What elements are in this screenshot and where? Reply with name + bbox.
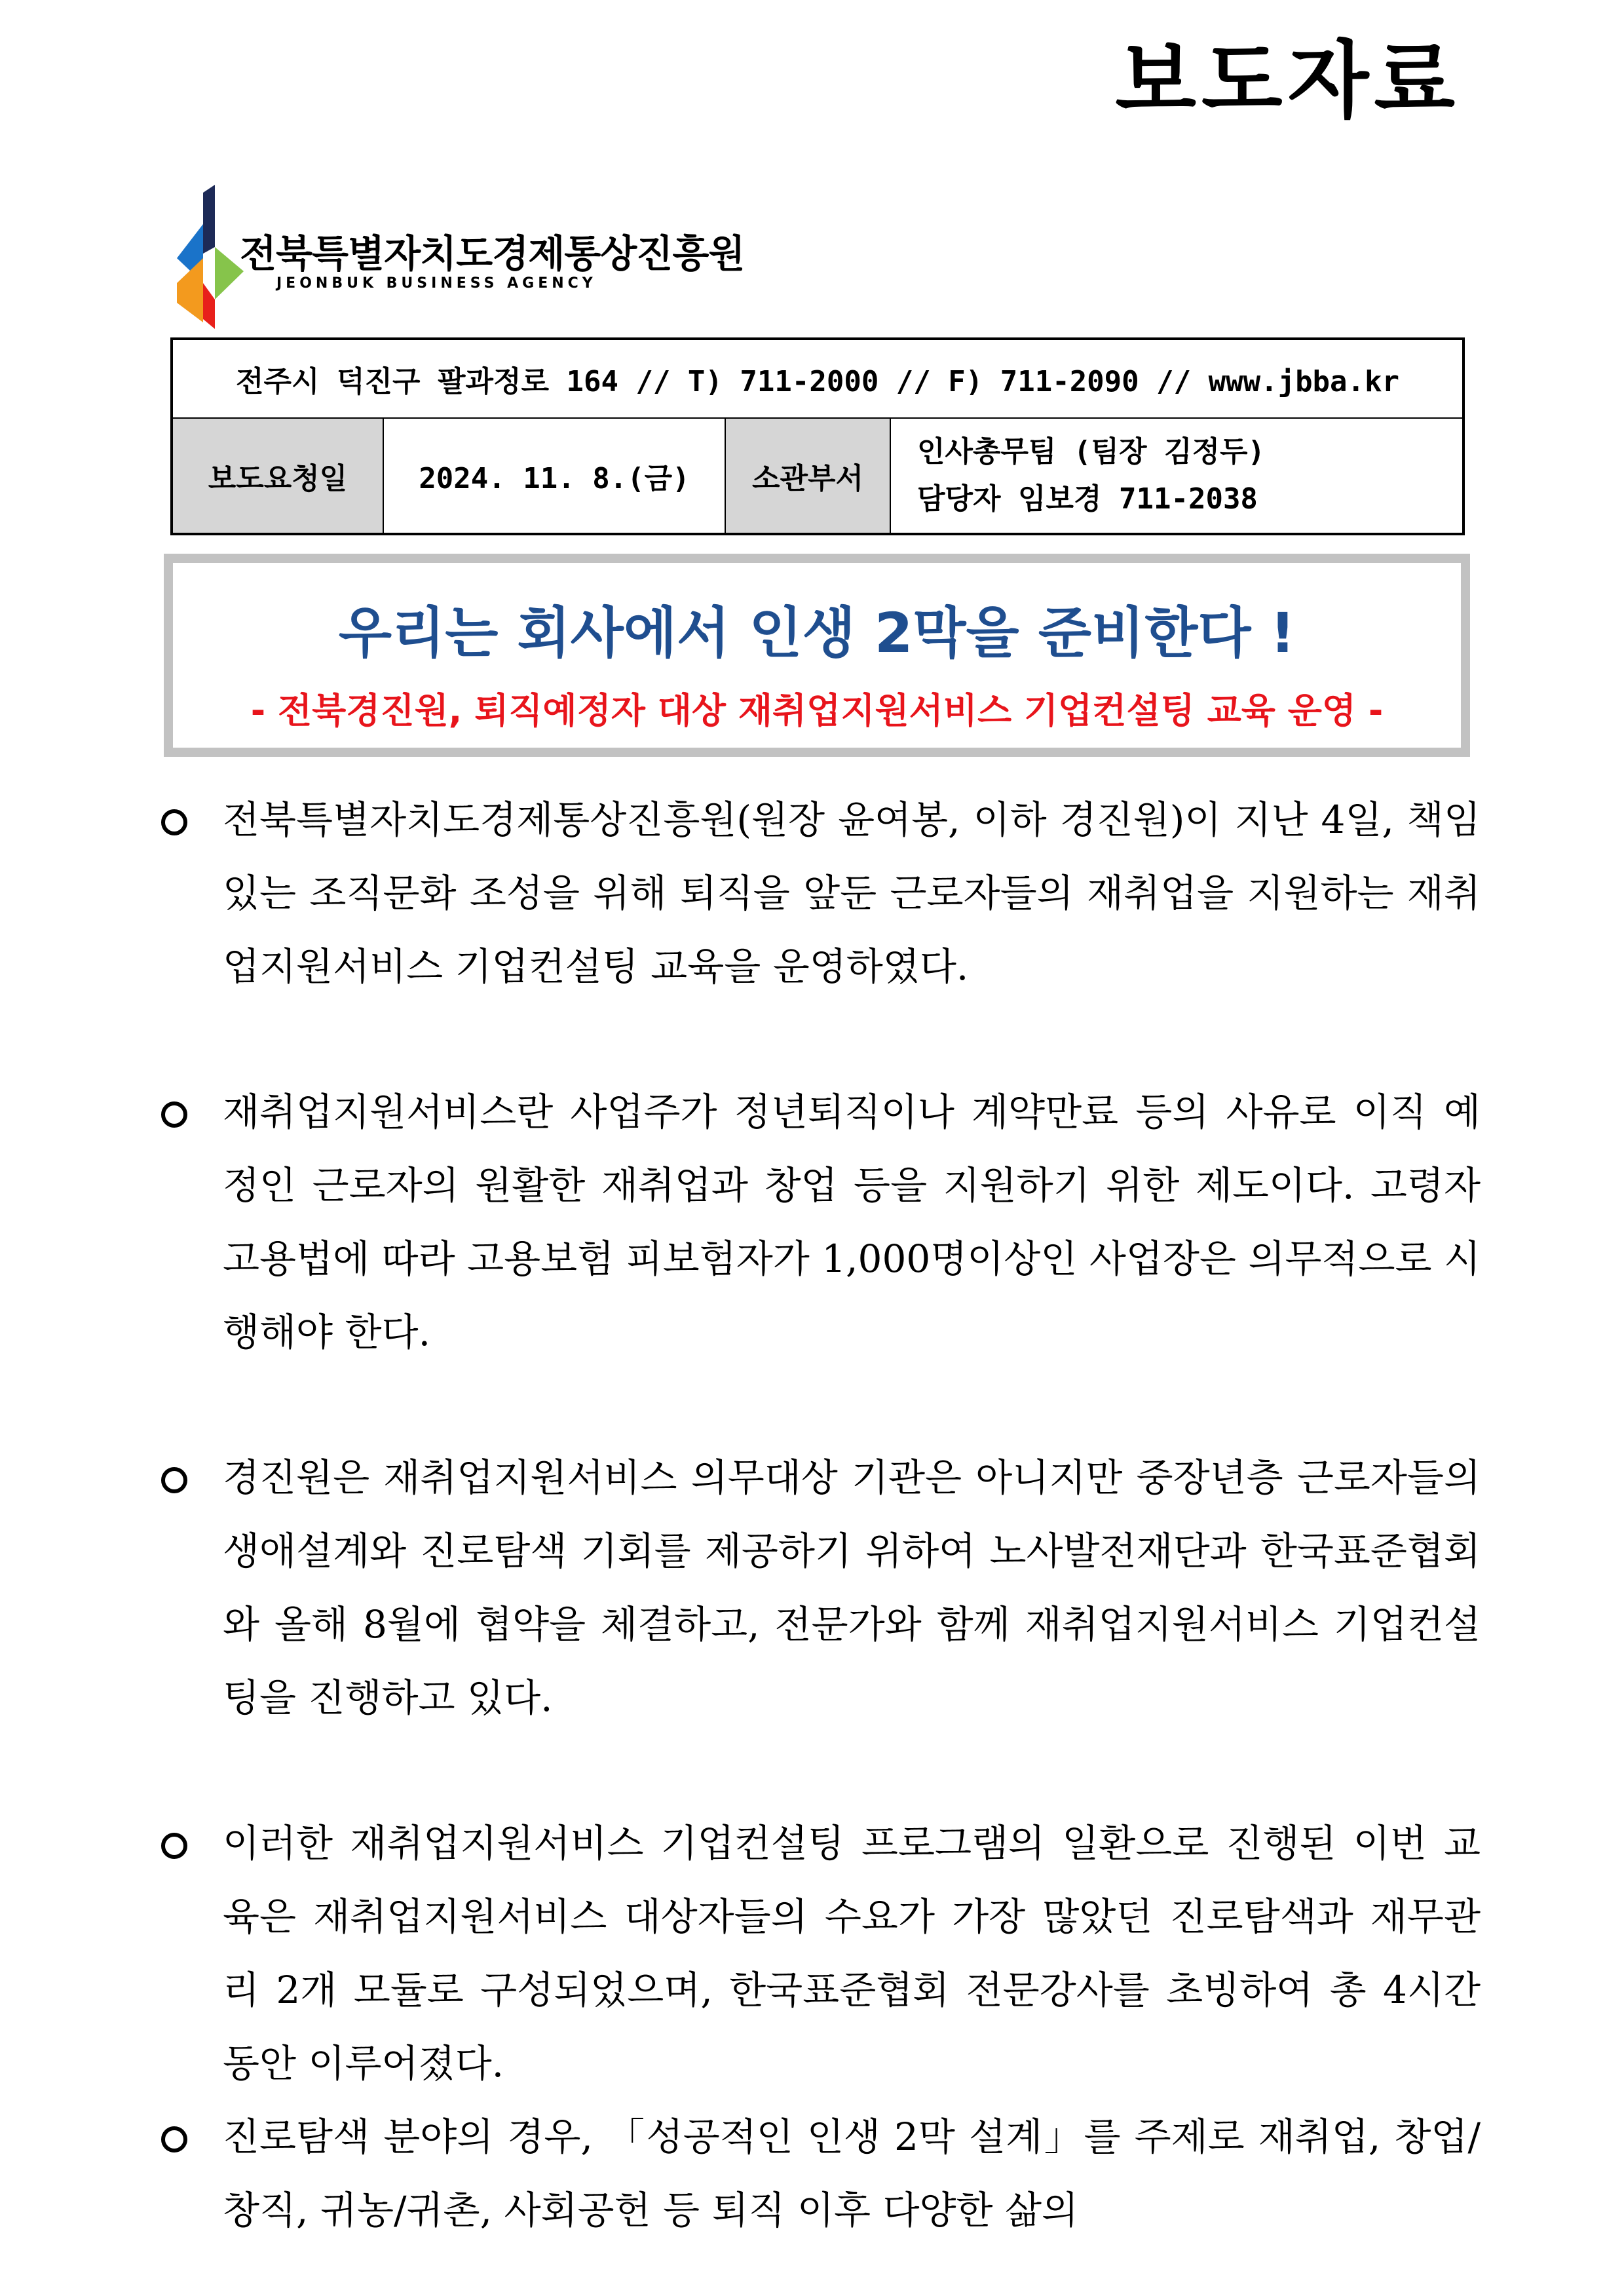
release-date-value: 2024. 11. 8.(금) <box>383 418 725 534</box>
paragraph-text: 이러한 재취업지원서비스 기업컨설팅 프로그램의 일환으로 진행된 이번 교육은 재취업지원서비스 대상자들의 수요가 가장 많았던 진로탐색과 재무관리 2개 모듈로 구성되었으며, 한국표준협회 전문강사를 초빙하여 총 4시간 동안 이루어졌다. <box>223 1821 1481 2086</box>
press-release-label: 보도자료 <box>1115 32 1460 130</box>
department-label: 소관부서 <box>725 418 890 534</box>
department-contact: 담당자 임보경 711-2038 <box>917 482 1258 516</box>
agency-logo-name: 전북특별자치도경제통상진흥원 <box>240 231 745 276</box>
paragraph-text: 경진원은 재취업지원서비스 의무대상 기관은 아니지만 중장년층 근로자들의 생애설계와 진로탐색 기회를 제공하기 위하여 노사발전재단과 한국표준협회와 올해 8월에 협약을 체결하고, 전문가와 함께 재취업지원서비스 기업컨설팅을 진행하고 있다. <box>223 1455 1481 1720</box>
article-body <box>157 783 1481 2247</box>
paragraph <box>157 2100 1481 2247</box>
paragraph <box>157 1441 1481 1734</box>
circle-bullet-icon <box>161 809 187 835</box>
agency-logo <box>172 185 745 329</box>
circle-bullet-icon <box>161 1833 187 1859</box>
headline-box <box>164 554 1470 757</box>
department-info <box>890 418 1463 534</box>
contact-line: 전주시 덕진구 팔과정로 164 // T) 711-2000 // F) 711-2090 // www.jbba.kr <box>172 339 1463 418</box>
paragraph <box>157 783 1481 1003</box>
paragraph <box>157 1075 1481 1369</box>
headline-subtitle: - 전북경진원, 퇴직예정자 대상 재취업지원서비스 기업컨설팅 교육 운영 - <box>250 690 1384 731</box>
agency-logo-subtitle: JEONBUK BUSINESS AGENCY <box>276 275 597 292</box>
department-team: 인사총무팀 (팀장 김정두) <box>917 435 1265 469</box>
circle-bullet-icon <box>161 1101 187 1128</box>
release-info-table <box>170 337 1465 535</box>
circle-bullet-icon <box>161 1467 187 1493</box>
agency-logo-mark-icon <box>172 185 244 329</box>
paragraph-text: 전북특별자치도경제통상진흥원(원장 윤여봉, 이하 경진원)이 지난 4일, 책임 있는 조직문화 조성을 위해 퇴직을 앞둔 근로자들의 재취업을 지원하는 재취업지원서비스 기업컨설팅 교육을 운영하였다. <box>223 797 1481 989</box>
release-date-label: 보도요청일 <box>172 418 383 534</box>
headline-title: 우리는 회사에서 인생 2막을 준비한다 ! <box>338 601 1296 665</box>
paragraph <box>157 1807 1481 2100</box>
paragraph-text: 재취업지원서비스란 사업주가 정년퇴직이나 계약만료 등의 사유로 이직 예정인 근로자의 원활한 재취업과 창업 등을 지원하기 위한 제도이다. 고령자고용법에 따라 고용보험 피보험자가 1,000명이상인 사업장은 의무적으로 시행해야 한다. <box>223 1090 1481 1354</box>
circle-bullet-icon <box>161 2126 187 2152</box>
paragraph-text: 진로탐색 분야의 경우, 「성공적인 인생 2막 설계」를 주제로 재취업, 창업/창직, 귀농/귀촌, 사회공헌 등 퇴직 이후 다양한 삶의 <box>223 2114 1481 2232</box>
